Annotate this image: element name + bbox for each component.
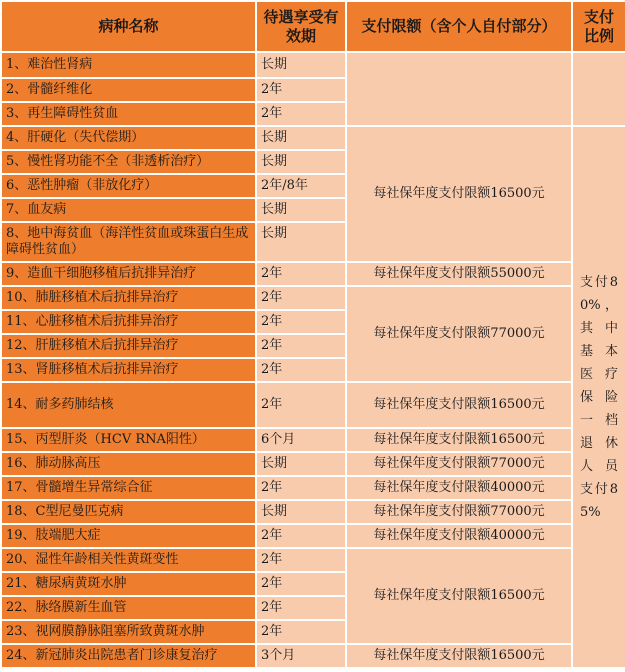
disease-name: 2、骨髓纤维化 xyxy=(1,78,256,102)
disease-name: 7、血友病 xyxy=(1,198,256,222)
valid-period: 长期 xyxy=(256,452,346,476)
header-payment-limit: 支付限额（含个人自付部分） xyxy=(346,1,572,52)
valid-period: 长期 xyxy=(256,126,346,150)
valid-period: 长期 xyxy=(256,198,346,222)
disease-name: 23、视网膜静脉阻塞所致黄斑水肿 xyxy=(1,620,256,644)
valid-period: 2年/8年 xyxy=(256,174,346,198)
table-row xyxy=(1,286,625,310)
valid-period: 长期 xyxy=(256,500,346,524)
table-row xyxy=(1,476,625,500)
valid-period: 2年 xyxy=(256,476,346,500)
disease-name: 4、肝硬化（失代偿期） xyxy=(1,126,256,150)
payment-limit: 每社保年度支付限额16500元 xyxy=(346,644,572,668)
table-row xyxy=(1,262,625,286)
valid-period: 2年 xyxy=(256,596,346,620)
disease-name: 21、糖尿病黄斑水肿 xyxy=(1,572,256,596)
valid-period: 2年 xyxy=(256,78,346,102)
disease-name: 12、肝脏移植术后抗排异治疗 xyxy=(1,334,256,358)
valid-period: 长期 xyxy=(256,52,346,78)
valid-period: 2年 xyxy=(256,262,346,286)
payment-ratio: 支付80%，其中基本医疗保险一档退休人员支付85% xyxy=(572,126,625,668)
disease-name: 18、C型尼曼匹克病 xyxy=(1,500,256,524)
table-row xyxy=(1,126,625,150)
disease-name: 24、新冠肺炎出院患者门诊康复治疗 xyxy=(1,644,256,668)
disease-name: 11、心脏移植术后抗排异治疗 xyxy=(1,310,256,334)
valid-period: 2年 xyxy=(256,524,346,548)
payment-limit: 每社保年度支付限额16500元 xyxy=(346,548,572,644)
disease-name: 9、造血干细胞移植后抗排异治疗 xyxy=(1,262,256,286)
table-row xyxy=(1,452,625,476)
table-row xyxy=(1,382,625,428)
valid-period: 2年 xyxy=(256,572,346,596)
payment-limit: 每社保年度支付限额16500元 xyxy=(346,382,572,428)
table-row xyxy=(1,644,625,668)
payment-limit-empty xyxy=(346,52,572,126)
valid-period: 2年 xyxy=(256,102,346,126)
disease-name: 8、地中海贫血（海洋性贫血或珠蛋白生成障碍性贫血） xyxy=(1,222,256,262)
header-valid-period: 待遇享受有效期 xyxy=(256,1,346,52)
disease-name: 5、慢性肾功能不全（非透析治疗） xyxy=(1,150,256,174)
table-row xyxy=(1,500,625,524)
disease-name: 6、恶性肿瘤（非放化疗） xyxy=(1,174,256,198)
disease-name: 14、耐多药肺结核 xyxy=(1,382,256,428)
header-row xyxy=(1,1,625,52)
disease-name: 19、肢端肥大症 xyxy=(1,524,256,548)
header-disease-name: 病种名称 xyxy=(1,1,256,52)
valid-period: 6个月 xyxy=(256,428,346,452)
valid-period: 2年 xyxy=(256,358,346,382)
valid-period: 2年 xyxy=(256,620,346,644)
disease-name: 10、肺脏移植术后抗排异治疗 xyxy=(1,286,256,310)
valid-period: 2年 xyxy=(256,334,346,358)
payment-limit: 每社保年度支付限额77000元 xyxy=(346,286,572,382)
disease-name: 17、骨髓增生异常综合征 xyxy=(1,476,256,500)
payment-limit: 每社保年度支付限额77000元 xyxy=(346,452,572,476)
valid-period: 2年 xyxy=(256,286,346,310)
payment-limit: 每社保年度支付限额16500元 xyxy=(346,126,572,262)
header-payment-ratio: 支付比例 xyxy=(572,1,625,52)
table-row xyxy=(1,524,625,548)
disease-name: 22、脉络膜新生血管 xyxy=(1,596,256,620)
payment-limit: 每社保年度支付限额40000元 xyxy=(346,524,572,548)
disease-name: 20、湿性年龄相关性黄斑变性 xyxy=(1,548,256,572)
disease-name: 15、丙型肝炎（HCV RNA阳性） xyxy=(1,428,256,452)
disease-name: 13、肾脏移植术后抗排异治疗 xyxy=(1,358,256,382)
valid-period: 3个月 xyxy=(256,644,346,668)
disease-name: 16、肺动脉高压 xyxy=(1,452,256,476)
valid-period: 长期 xyxy=(256,222,346,262)
valid-period: 2年 xyxy=(256,548,346,572)
payment-limit: 每社保年度支付限额55000元 xyxy=(346,262,572,286)
payment-limit: 每社保年度支付限额77000元 xyxy=(346,500,572,524)
valid-period: 2年 xyxy=(256,382,346,428)
table-row xyxy=(1,52,625,78)
payment-ratio-empty xyxy=(572,52,625,126)
payment-limit: 每社保年度支付限额40000元 xyxy=(346,476,572,500)
disease-name: 3、再生障碍性贫血 xyxy=(1,102,256,126)
valid-period: 长期 xyxy=(256,150,346,174)
table-row xyxy=(1,548,625,572)
valid-period: 2年 xyxy=(256,310,346,334)
payment-limit: 每社保年度支付限额16500元 xyxy=(346,428,572,452)
table-row xyxy=(1,428,625,452)
disease-name: 1、难治性肾病 xyxy=(1,52,256,78)
